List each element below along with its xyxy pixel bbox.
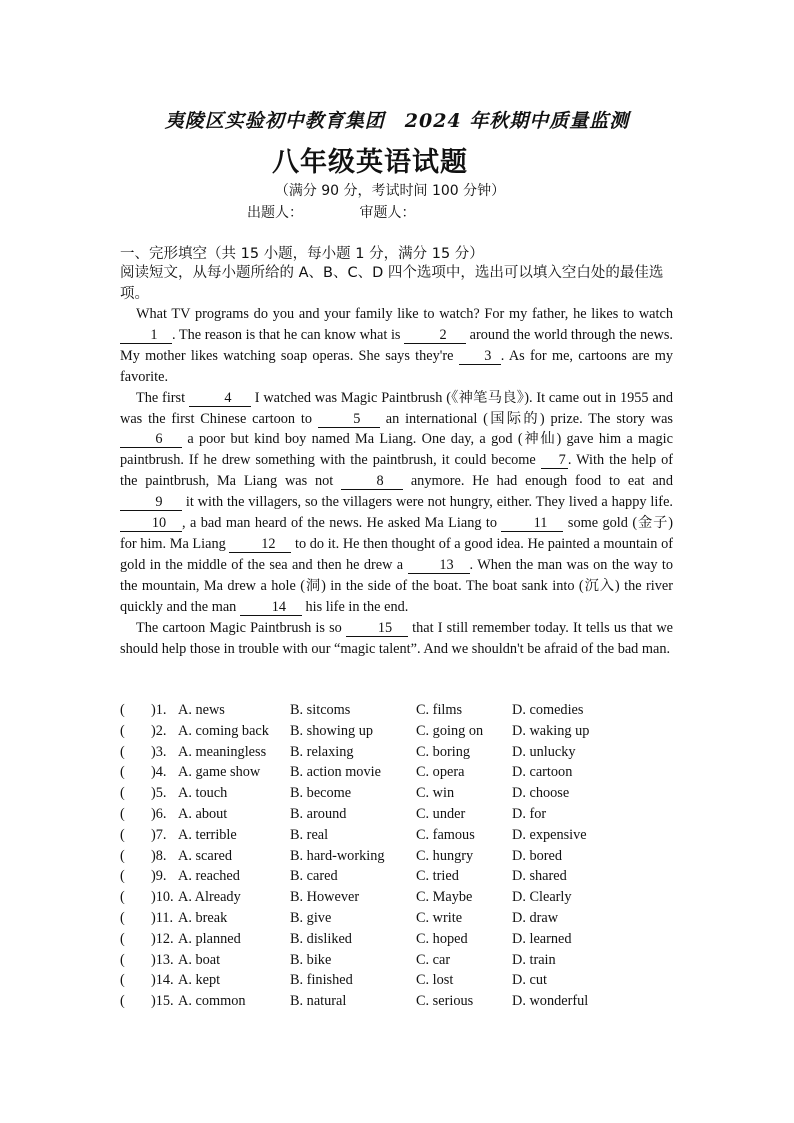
question-number: )14. bbox=[151, 972, 174, 989]
answer-paren-open: ( bbox=[120, 972, 125, 989]
option-c: C. Maybe bbox=[416, 889, 473, 906]
option-c: C. boring bbox=[416, 743, 471, 760]
blank-10: 10 bbox=[120, 515, 182, 532]
blank-11: 11 bbox=[501, 515, 563, 532]
option-a: A. terrible bbox=[178, 826, 237, 843]
option-d: D. comedies bbox=[512, 702, 584, 718]
question-row bbox=[120, 929, 680, 950]
reviewer-label: 审题人： bbox=[359, 205, 416, 221]
answer-paren-open: ( bbox=[120, 889, 125, 906]
answer-paren-open: ( bbox=[120, 805, 125, 822]
option-a: A. planned bbox=[178, 930, 241, 947]
option-d: D. shared bbox=[512, 868, 567, 885]
school-header: 夷陵区实验初中教育集团 2024 年秋期中质量监测 bbox=[164, 110, 630, 132]
answer-paren-open: ( bbox=[120, 909, 125, 926]
option-b: B. disliked bbox=[290, 930, 352, 947]
question-row bbox=[120, 887, 680, 908]
section-instructions: 阅读短文，从每小题所给的 A、B、C、D 四个选项中，选出可以填入空白处的最佳选项。 bbox=[120, 265, 664, 302]
blank-7: 7 bbox=[541, 452, 568, 469]
blank-5: 5 bbox=[318, 411, 380, 428]
option-a: A. boat bbox=[178, 951, 221, 968]
option-a: A. game show bbox=[178, 764, 261, 781]
option-c: C. hungry bbox=[416, 847, 474, 864]
option-a: A. scared bbox=[178, 847, 232, 864]
option-b: B. real bbox=[290, 826, 329, 843]
option-b: B. hard-working bbox=[290, 847, 385, 864]
question-row bbox=[120, 700, 680, 721]
question-number: )4. bbox=[151, 764, 167, 781]
blank-15: 15 bbox=[346, 620, 408, 637]
question-number: )6. bbox=[151, 805, 167, 822]
blank-12: 12 bbox=[229, 536, 291, 553]
option-a: A. news bbox=[178, 702, 225, 718]
answer-paren-open: ( bbox=[120, 702, 125, 718]
question-row bbox=[120, 742, 680, 763]
question-row bbox=[120, 991, 680, 1012]
question-number: )7. bbox=[151, 826, 167, 843]
option-a: A. coming back bbox=[178, 722, 269, 739]
passage-paragraph-3: The cartoon Magic Paintbrush is so 15 that I still remember today. It tells us that we should help those in trouble with our “magic talent”. And we shouldn't be afraid of the bad man. bbox=[120, 619, 673, 657]
option-a: A. touch bbox=[178, 785, 228, 802]
option-c: C. tried bbox=[416, 868, 459, 885]
blank-8: 8 bbox=[341, 473, 403, 490]
option-c: C. films bbox=[416, 702, 463, 718]
option-a: A. reached bbox=[178, 868, 240, 885]
question-row bbox=[120, 762, 680, 783]
option-d: D. cartoon bbox=[512, 764, 573, 781]
answer-paren-open: ( bbox=[120, 785, 125, 802]
question-list bbox=[120, 700, 680, 1012]
answer-paren-open: ( bbox=[120, 951, 125, 968]
answer-paren-open: ( bbox=[120, 826, 125, 843]
option-c: C. famous bbox=[416, 826, 475, 843]
option-d: D. Clearly bbox=[512, 889, 572, 906]
option-b: B. showing up bbox=[290, 722, 374, 739]
question-row bbox=[120, 908, 680, 929]
blank-1: 1 bbox=[120, 327, 172, 344]
answer-paren-open: ( bbox=[120, 847, 125, 864]
option-c: C. hoped bbox=[416, 930, 468, 947]
question-row bbox=[120, 783, 680, 804]
option-d: D. draw bbox=[512, 909, 559, 926]
option-d: D. train bbox=[512, 951, 556, 968]
option-c: C. under bbox=[416, 805, 466, 822]
option-d: D. waking up bbox=[512, 722, 590, 739]
section-heading: 一、完形填空（共 15 小题，每小题 1 分，满分 15 分） bbox=[120, 246, 484, 262]
option-d: D. choose bbox=[512, 785, 570, 802]
page-title: 八年级英语试题 bbox=[272, 147, 468, 178]
option-a: A. meaningless bbox=[178, 743, 267, 760]
option-a: A. kept bbox=[178, 972, 221, 989]
blank-13: 13 bbox=[408, 557, 470, 574]
option-d: D. wonderful bbox=[512, 993, 589, 1010]
option-a: A. Already bbox=[178, 889, 241, 906]
option-c: C. write bbox=[416, 909, 463, 926]
question-row bbox=[120, 866, 680, 887]
option-b: B. natural bbox=[290, 993, 347, 1010]
question-number: )2. bbox=[151, 722, 167, 739]
question-number: )11. bbox=[151, 909, 174, 926]
option-a: A. break bbox=[178, 909, 228, 926]
question-number: )3. bbox=[151, 743, 167, 760]
blank-4: 4 bbox=[189, 390, 251, 407]
option-c: C. serious bbox=[416, 993, 474, 1010]
exam-meta: （满分 90 分，考试时间 100 分钟） bbox=[274, 183, 506, 199]
option-b: B. finished bbox=[290, 972, 353, 989]
option-b: B. action movie bbox=[290, 764, 381, 781]
setter-label: 出题人： bbox=[247, 205, 303, 221]
blank-6: 6 bbox=[120, 431, 182, 448]
passage-paragraph-2: The first 4 I watched was Magic Paintbrush (《神笔马良》). It came out in 1955 and was the first Chinese cartoon to 5 an international (国际的) prize. The story was 6 a poor but kind boy named Ma Liang. One day, a god (神仙) gave him a magic paintbrush. If he drew something with the paintbrush, it could become 7 . With the help of the paintbrush, Ma Liang was not 8 anymore. He had enough food to eat and 9 it with the villagers, so the villagers were not hungry, either. They lived a happy life. 10 , a bad man heard of the news. He asked Ma Liang to 11 some gold (金子) for him. Ma Liang 12 to do it. He then thought of a good idea. He painted a mountain of gold in the middle of the sea and then he drew a 13 . When the man was on the way to the mountain, Ma drew a hole (洞) in the side of the boat. The boat sank into (沉入) the river quickly and the man 14 his life in the end. bbox=[120, 389, 674, 615]
blank-14: 14 bbox=[240, 599, 302, 616]
option-c: C. car bbox=[416, 951, 451, 968]
question-row bbox=[120, 721, 680, 742]
answer-paren-open: ( bbox=[120, 993, 125, 1010]
option-b: B. relaxing bbox=[290, 743, 354, 760]
question-number: )8. bbox=[151, 847, 167, 864]
option-d: D. expensive bbox=[512, 826, 587, 843]
option-c: C. opera bbox=[416, 764, 465, 781]
option-c: C. going on bbox=[416, 722, 484, 739]
option-c: C. win bbox=[416, 785, 455, 802]
passage-paragraph-1: What TV programs do you and your family like to watch? For my father, he likes to watch 1 . The reason is that he can know what is 2 around the world through the news. My mother likes watching soap operas. She says they're 3 . As for me, cartoons are my favorite. bbox=[120, 306, 673, 385]
option-b: B. become bbox=[290, 785, 352, 802]
option-b: B. sitcoms bbox=[290, 702, 351, 718]
option-d: D. for bbox=[512, 805, 547, 822]
option-c: C. lost bbox=[416, 972, 454, 989]
answer-paren-open: ( bbox=[120, 722, 125, 739]
question-row bbox=[120, 825, 680, 846]
question-row bbox=[120, 846, 680, 867]
option-d: D. learned bbox=[512, 930, 572, 947]
option-b: B. around bbox=[290, 805, 347, 822]
blank-3: 3 bbox=[459, 348, 501, 365]
question-row bbox=[120, 804, 680, 825]
question-number: )15. bbox=[151, 993, 174, 1010]
question-number: )5. bbox=[151, 785, 167, 802]
blank-2: 2 bbox=[404, 327, 466, 344]
answer-paren-open: ( bbox=[120, 868, 125, 885]
blank-9: 9 bbox=[120, 494, 182, 511]
setters-line bbox=[247, 202, 467, 222]
answer-paren-open: ( bbox=[120, 743, 125, 760]
cloze-passage bbox=[120, 304, 673, 659]
option-d: D. bored bbox=[512, 847, 563, 864]
option-b: B. However bbox=[290, 889, 360, 906]
option-b: B. give bbox=[290, 909, 332, 926]
answer-paren-open: ( bbox=[120, 930, 125, 947]
question-number: )12. bbox=[151, 930, 174, 947]
question-row bbox=[120, 970, 680, 991]
question-row bbox=[120, 950, 680, 971]
question-number: )1. bbox=[151, 702, 167, 718]
option-b: B. cared bbox=[290, 868, 338, 885]
answer-paren-open: ( bbox=[120, 764, 125, 781]
question-number: )9. bbox=[151, 868, 167, 885]
option-a: A. about bbox=[178, 805, 228, 822]
question-number: )10. bbox=[151, 889, 174, 906]
option-d: D. unlucky bbox=[512, 743, 576, 760]
option-d: D. cut bbox=[512, 972, 547, 989]
option-a: A. common bbox=[178, 993, 246, 1010]
question-number: )13. bbox=[151, 951, 174, 968]
option-b: B. bike bbox=[290, 951, 332, 968]
